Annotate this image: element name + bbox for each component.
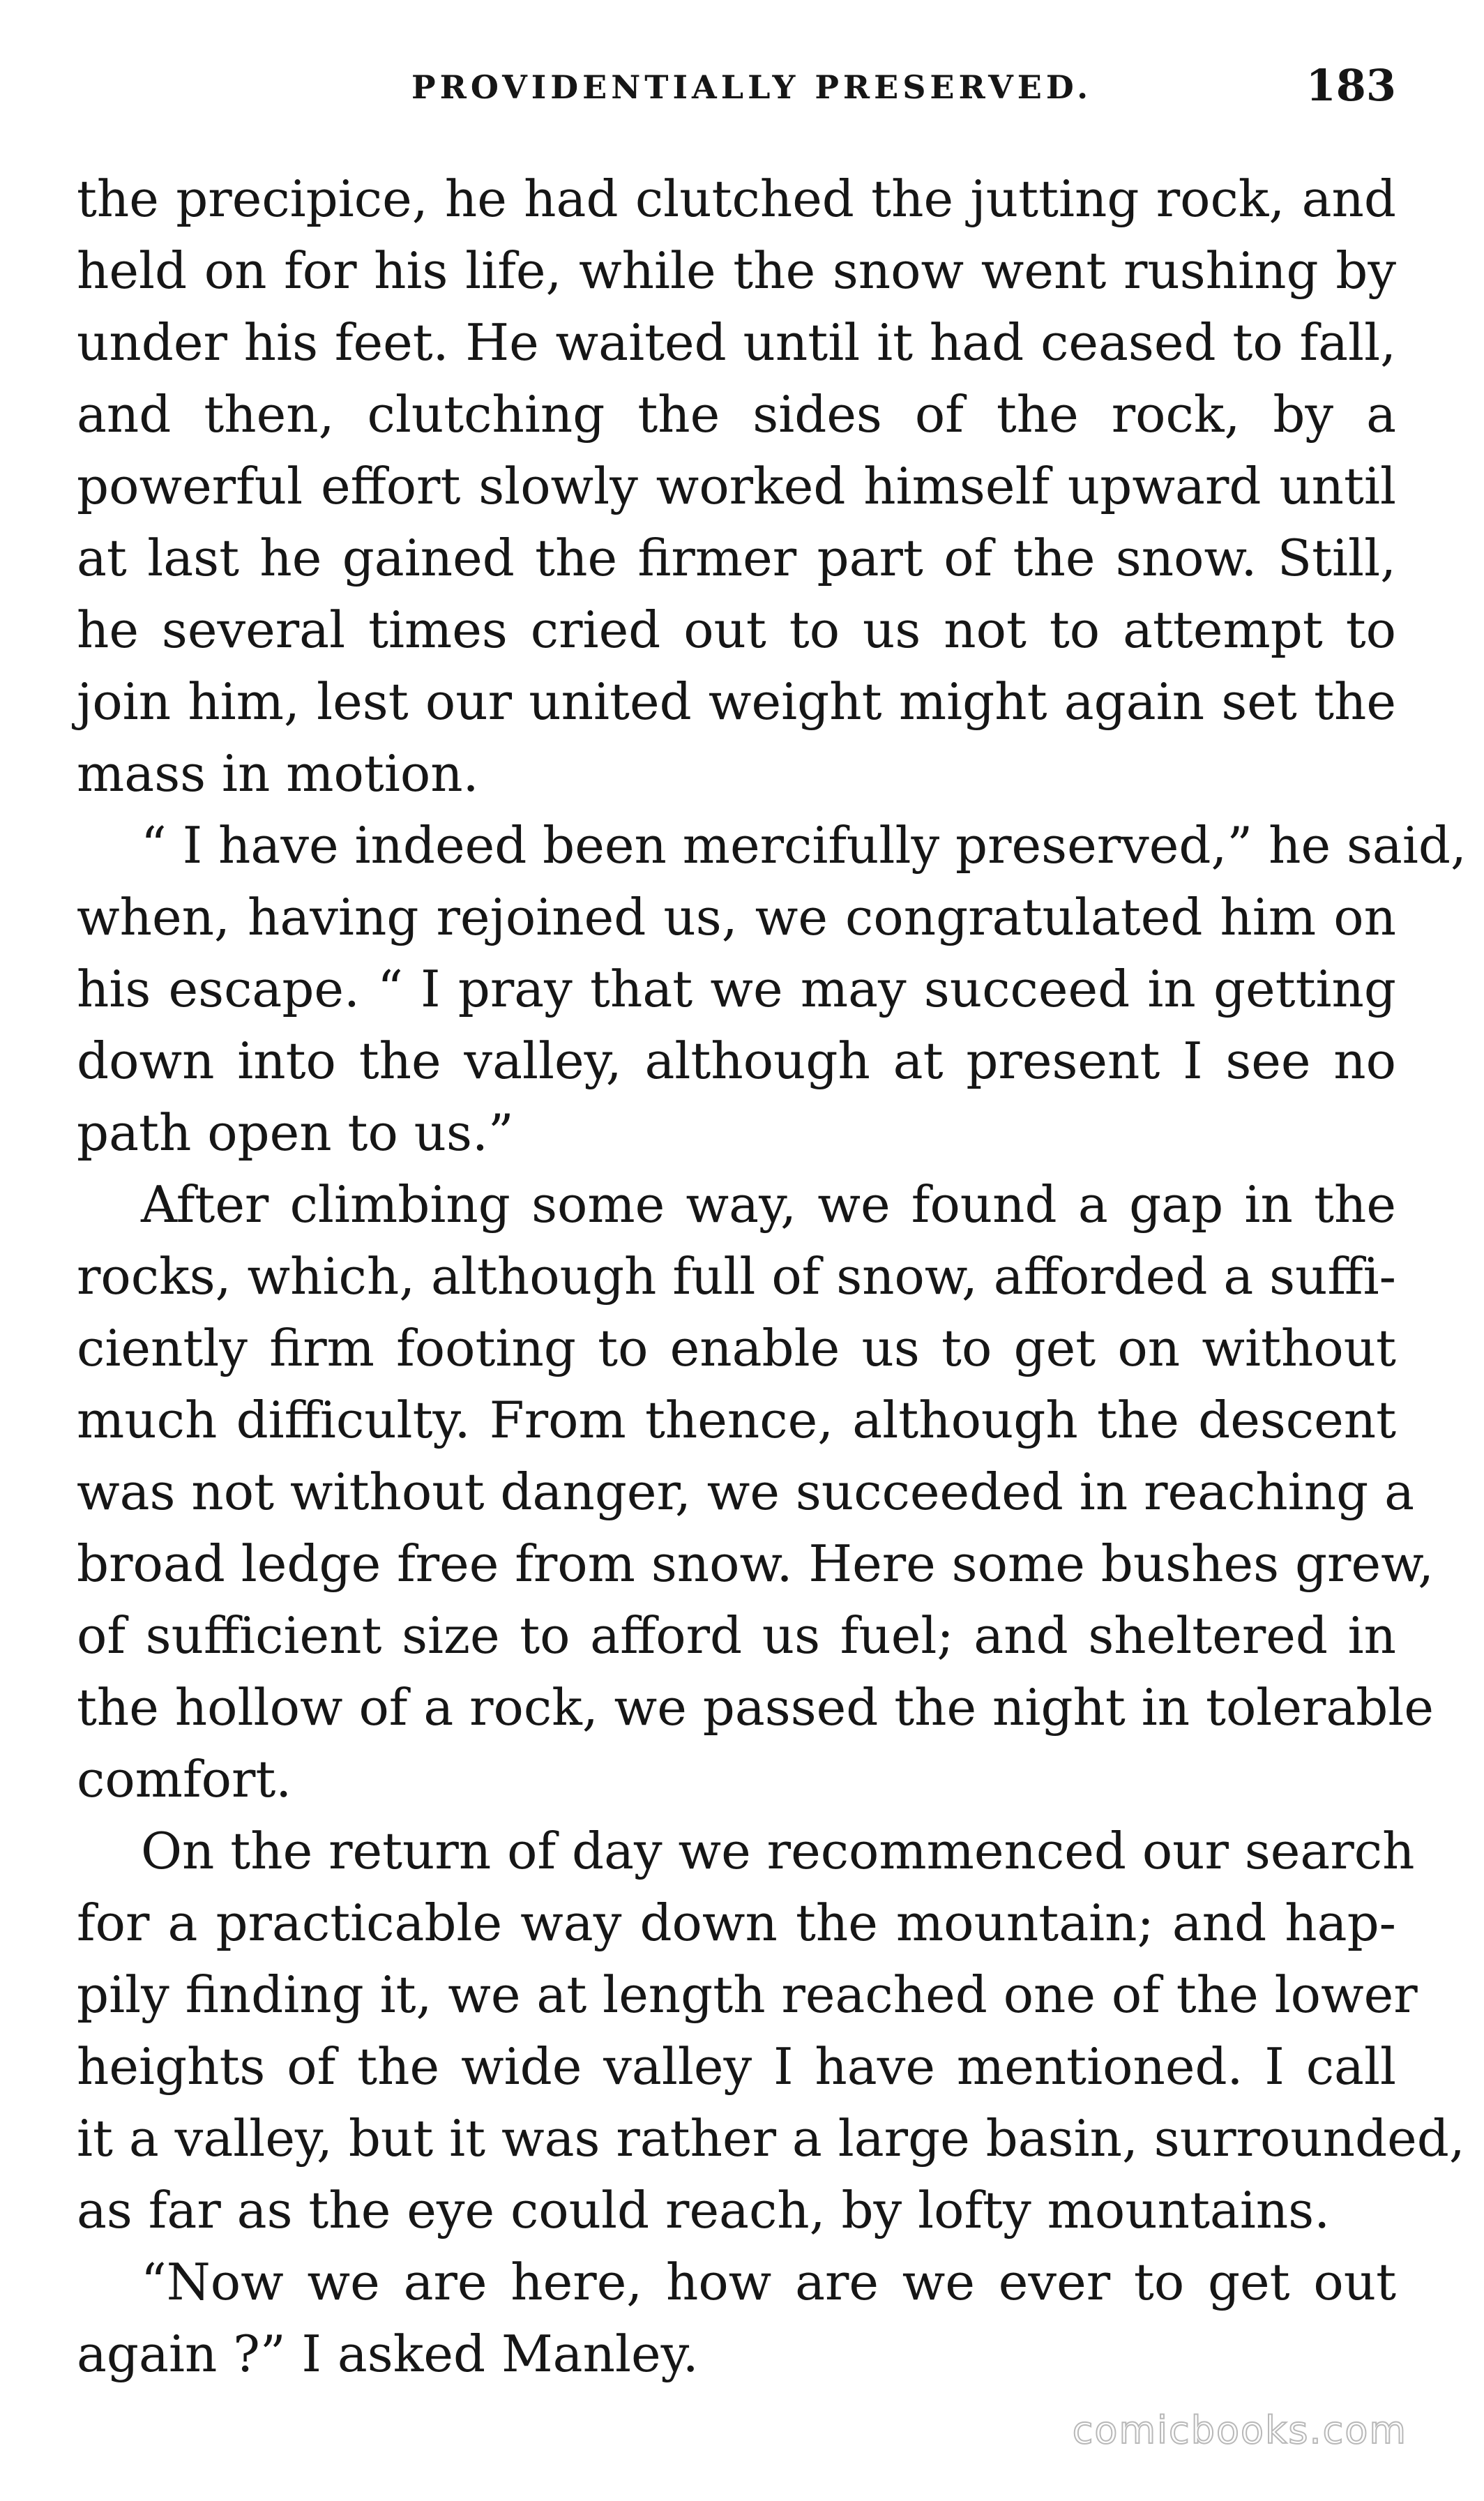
text-line: he several times cried out to us not to attempt to <box>77 600 1396 659</box>
text-line: the hollow of a rock, we passed the night in tolerable <box>77 1678 1434 1737</box>
text-line: After climbing some way, we found a gap in the <box>141 1175 1396 1234</box>
page-number: 183 <box>1305 60 1396 111</box>
text-line: of sufficient size to afford us fuel; and sheltered in <box>77 1606 1396 1665</box>
text-line: for a practicable way down the mountain; and hap- <box>77 1894 1396 1952</box>
text-line: heights of the wide valley I have mentioned. I call <box>77 2037 1396 2096</box>
running-title: PROVIDENTIALLY PRESERVED. <box>411 68 1093 106</box>
text-line: rocks, which, although full of snow, afforded a suffi- <box>77 1247 1396 1306</box>
text-line: path open to us.” <box>77 1103 514 1162</box>
paragraph-4 <box>77 1815 1465 2246</box>
text-line: was not without danger, we succeeded in reaching a <box>77 1463 1415 1521</box>
text-line: pily finding it, we at length reached one of the lower <box>77 1965 1418 2024</box>
text-line: join him, lest our united weight might again set the <box>77 672 1396 731</box>
text-line: it a valley, but it was rather a large basin, surrounded, <box>77 2109 1465 2168</box>
text-line: as far as the eye could reach, by lofty mountains. <box>77 2181 1331 2239</box>
text-line: much difficulty. From thence, although the descent <box>77 1391 1396 1449</box>
text-line: under his feet. He waited until it had ceased to fall, <box>77 313 1396 372</box>
text-line: at last he gained the firmer part of the snow. Still, <box>77 529 1396 587</box>
text-line: again ?” I asked Manley. <box>77 2325 699 2383</box>
paragraph-5 <box>77 2246 1396 2390</box>
site-watermark: comicbooks.com <box>1072 2408 1407 2452</box>
text-line: broad ledge free from snow. Here some bushes grew, <box>77 1534 1434 1593</box>
text-line: ciently firm footing to enable us to get on without <box>77 1319 1396 1377</box>
text-line: mass in motion. <box>77 744 479 803</box>
text-line: comfort. <box>77 1750 292 1808</box>
body-text <box>77 163 1467 2390</box>
paragraph-3 <box>77 1169 1434 1815</box>
text-line: “ I have indeed been mercifully preserved,” he said, <box>141 816 1467 875</box>
text-line: his escape. “ I pray that we may succeed in getting <box>77 960 1396 1018</box>
text-line: when, having rejoined us, we congratulated him on <box>77 888 1396 946</box>
text-line: and then, clutching the sides of the rock, by a <box>77 385 1396 444</box>
text-line: down into the valley, although at present I see no <box>77 1032 1396 1090</box>
text-line: the precipice, he had clutched the jutting rock, and <box>77 169 1396 228</box>
paragraph-1 <box>77 163 1396 810</box>
text-line: On the return of day we recommenced our search <box>141 1822 1415 1880</box>
paragraph-2 <box>77 810 1467 1169</box>
text-line: powerful effort slowly worked himself upward until <box>77 457 1396 515</box>
text-line: “Now we are here, how are we ever to get out <box>141 2253 1396 2311</box>
text-line: held on for his life, while the snow went rushing by <box>77 241 1396 300</box>
running-head <box>77 60 1396 120</box>
